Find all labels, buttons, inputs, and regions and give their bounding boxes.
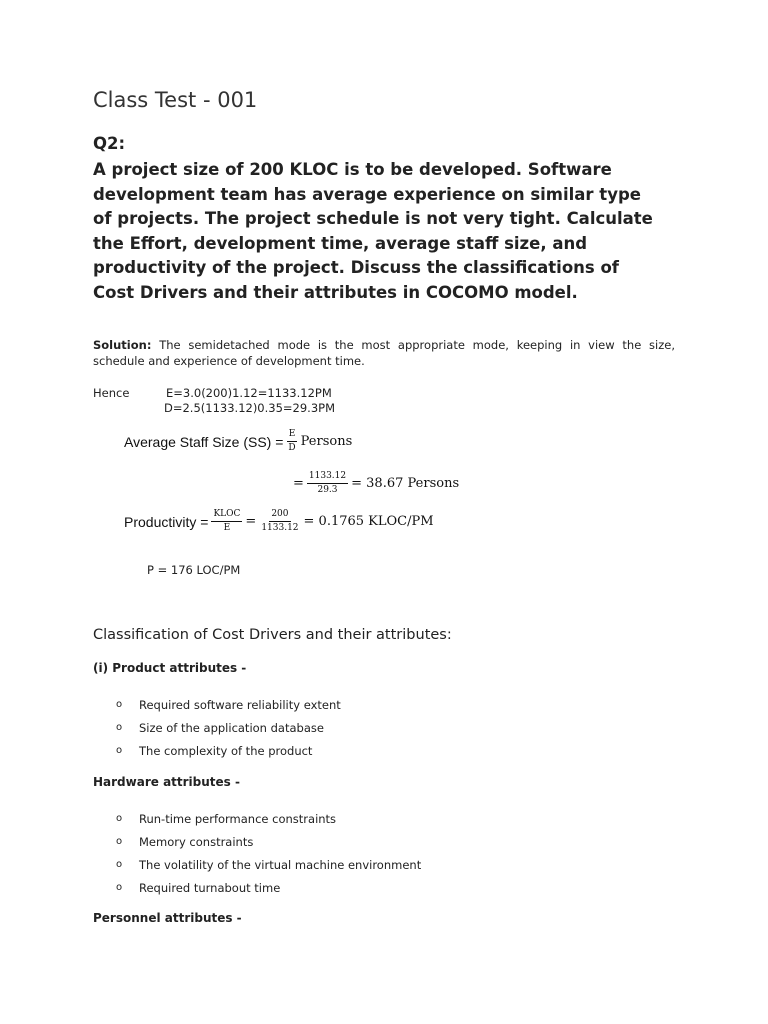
productivity-calc-fraction <box>259 509 300 534</box>
staff-size-result: = 38.67 Persons <box>351 476 460 491</box>
staff-size-unit: Persons <box>300 434 353 449</box>
solution-paragraph <box>93 338 675 369</box>
bullet-icon: o <box>116 699 123 710</box>
staff-size-label: Average Staff Size (SS) = <box>124 433 284 450</box>
bullet-icon: o <box>116 882 123 893</box>
list-item <box>116 857 421 880</box>
list-item <box>116 880 421 903</box>
question-text: A project size of 200 KLOC is to be developed. Software development team has average experience on similar type of projects. The project schedule is not very tight. Calculate the Effort, development time, average staff size, and productivity of the project. Discuss the classifications of Cost Drivers and their attributes in COCOMO model. <box>93 160 653 302</box>
equals-sign: = <box>245 514 257 529</box>
fraction-denominator: 1133.12 <box>261 523 299 533</box>
productivity-loc-line: P = 176 LOC/PM <box>147 563 241 577</box>
bullet-icon: o <box>116 813 123 824</box>
solution-text: The semidetached mode is the most appropriate mode, keeping in view the size, schedule and experience of development time. <box>93 338 675 368</box>
productivity-fraction <box>211 509 242 534</box>
effort-equation: E=3.0(200)1.12=1133.12PM <box>166 386 332 400</box>
product-attributes-list <box>116 697 341 766</box>
productivity-result: = 0.1765 KLOC/PM <box>303 514 434 529</box>
list-item-text: Memory constraints <box>139 835 254 849</box>
fraction-numerator: 200 <box>269 509 290 522</box>
list-item <box>116 743 341 766</box>
list-item-text: The complexity of the product <box>139 744 313 758</box>
equals-sign: = <box>293 476 304 491</box>
fraction-numerator: KLOC <box>211 509 242 522</box>
solution-label: Solution: <box>93 338 152 352</box>
productivity-label: Productivity = <box>124 513 209 530</box>
fraction-denominator: D <box>288 443 296 453</box>
staff-size-fraction <box>286 429 297 454</box>
list-item-text: Run-time performance constraints <box>139 812 337 826</box>
personnel-attributes-heading: Personnel attributes - <box>93 911 242 925</box>
bullet-icon: o <box>116 722 123 733</box>
hardware-attributes-list <box>116 811 421 903</box>
productivity-formula <box>124 509 434 534</box>
bullet-icon: o <box>116 836 123 847</box>
list-item-text: Size of the application database <box>139 721 324 735</box>
list-item <box>116 720 341 743</box>
staff-size-calc-fraction <box>307 471 348 496</box>
list-item-text: Required software reliability extent <box>139 698 341 712</box>
question-label: Q2: <box>93 134 126 153</box>
fraction-denominator: E <box>223 523 231 533</box>
hence-label: Hence <box>93 386 130 400</box>
list-item <box>116 811 421 834</box>
fraction-numerator: 1133.12 <box>307 471 348 484</box>
hardware-attributes-heading: Hardware attributes - <box>93 775 240 789</box>
staff-size-formula <box>124 429 352 454</box>
fraction-numerator: E <box>287 429 298 442</box>
list-item <box>116 697 341 720</box>
product-attributes-heading: (i) Product attributes - <box>93 661 247 675</box>
list-item-text: Required turnabout time <box>139 881 281 895</box>
development-time-equation: D=2.5(1133.12)0.35=29.3PM <box>164 401 336 415</box>
fraction-denominator: 29.3 <box>317 485 338 495</box>
classification-heading: Classification of Cost Drivers and their attributes: <box>93 627 452 643</box>
document-title: Class Test - 001 <box>93 88 258 112</box>
list-item-text: The volatility of the virtual machine environment <box>139 858 422 872</box>
staff-size-calculation <box>293 471 459 496</box>
bullet-icon: o <box>116 859 123 870</box>
bullet-icon: o <box>116 745 123 756</box>
list-item <box>116 834 421 857</box>
